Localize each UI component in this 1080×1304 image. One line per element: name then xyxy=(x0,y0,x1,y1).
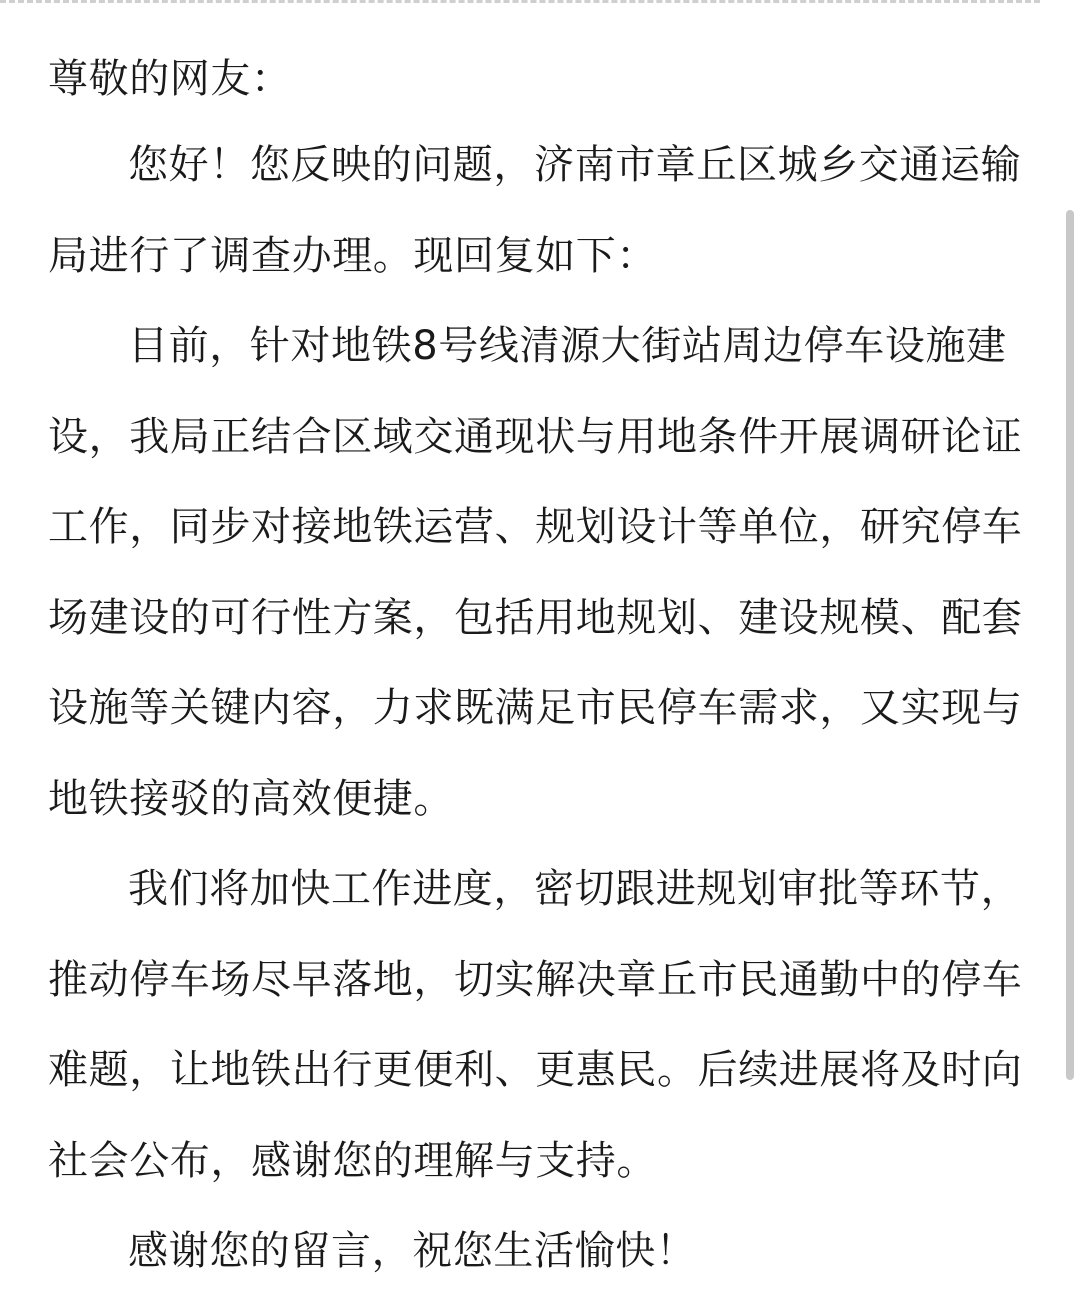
paragraph-greeting: 您好！您反映的问题，济南市章丘区城乡交通运输局进行了调查办理。现回复如下： xyxy=(48,142,1022,279)
paragraph-current-work: 目前，针对地铁8号线清源大街站周边停车设施建设，我局正结合区域交通现状与用地条件开展调研论证工作，同步对接地铁运营、规划设计等单位，研究停车场建设的可行性方案，包括用地规划、建设规模、配套设施等关键内容，力求既满足市民停车需求，又实现与地铁接驳的高效便捷。 xyxy=(48,323,1023,822)
paragraph-next-steps: 我们将加快工作进度，密切跟进规划审批等环节，推动停车场尽早落地，切实解决章丘市民通勤中的停车难题，让地铁出行更便利、更惠民。后续进展将及时向社会公布，感谢您的理解与支持。 xyxy=(48,866,1023,1184)
top-divider xyxy=(0,0,1040,3)
reply-letter-body xyxy=(48,48,1038,1297)
scrollbar-thumb[interactable] xyxy=(1066,210,1074,1080)
paragraph-closing: 感谢您的留言，祝您生活愉快！ xyxy=(128,1228,697,1274)
salutation: 尊敬的网友： xyxy=(48,56,292,102)
